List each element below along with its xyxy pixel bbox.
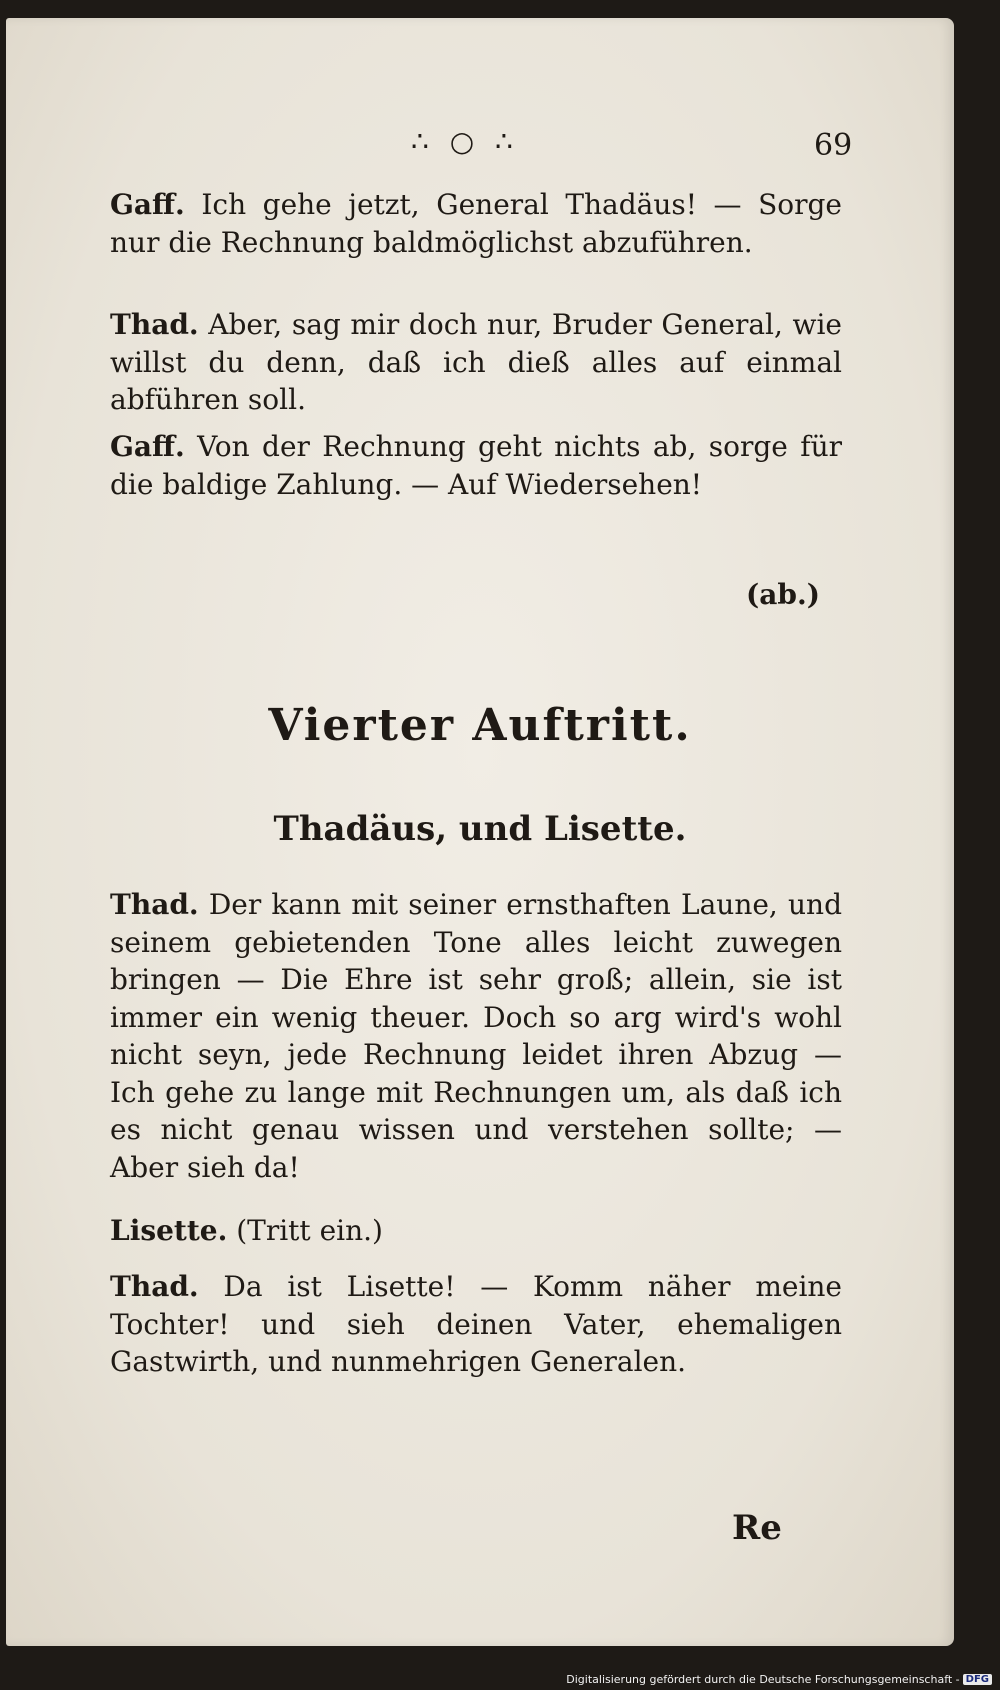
- speech-text: Der kann mit seiner ernsthaften Laune, und seinem gebietenden Tone alles leicht zuwegen bringen — Die Ehre ist sehr groß; allein, sie ist immer ein wenig theuer. Doch so arg wird's wohl nicht seyn, jede Rechnung leidet ihren Abzug — Ich gehe zu lange mit Rechnungen um, als daß ich es nicht genau wissen und verstehen sollte; — Aber sieh da!: [110, 888, 842, 1184]
- characters-line: Thadäus, und Lisette.: [273, 809, 687, 849]
- speech-text: (Tritt ein.): [227, 1214, 383, 1247]
- speaker-name: Thad.: [110, 1270, 199, 1303]
- book-page: [6, 18, 954, 1646]
- speaker-name: Thad.: [110, 308, 199, 341]
- footer-credit: Digitalisierung gefördert durch die Deutsche Forschungsgemeinschaft -: [566, 1672, 960, 1686]
- paragraph: [110, 886, 842, 1186]
- speaker-name: Gaff.: [110, 188, 185, 221]
- speech-text: Da ist Lisette! — Komm näher meine Tochter! und sieh deinen Vater, ehemaligen Gastwirth, und nunmehrigen Generalen.: [110, 1270, 842, 1378]
- paragraph: [110, 186, 842, 261]
- paragraph: [110, 1268, 842, 1381]
- stage-direction-exit: (ab.): [746, 578, 820, 611]
- paragraph: [110, 306, 842, 419]
- speech-text: Ich gehe jetzt, General Thadäus! — Sorge nur die Rechnung baldmöglichst abzuführen.: [110, 188, 842, 259]
- paragraph: [110, 1212, 842, 1250]
- digitization-footer: [566, 1670, 992, 1688]
- paragraph: [110, 428, 842, 503]
- page-number: 69: [814, 128, 853, 163]
- scene-heading: Vierter Auftritt.: [268, 700, 692, 751]
- speech-text: Aber, sag mir doch nur, Bruder General, wie willst du denn, daß ich dieß alles auf einmal abführen soll.: [110, 308, 842, 416]
- speaker-name: Thad.: [110, 888, 199, 921]
- catchword: Re: [732, 1508, 782, 1548]
- speech-text: Von der Rechnung geht nichts ab, sorge für die baldige Zahlung. — Auf Wiedersehen!: [110, 430, 842, 501]
- header-ornament: ∴ ○ ∴: [411, 125, 519, 158]
- dfg-logo: DFG: [963, 1674, 992, 1685]
- speaker-name: Gaff.: [110, 430, 185, 463]
- speaker-name: Lisette.: [110, 1214, 228, 1247]
